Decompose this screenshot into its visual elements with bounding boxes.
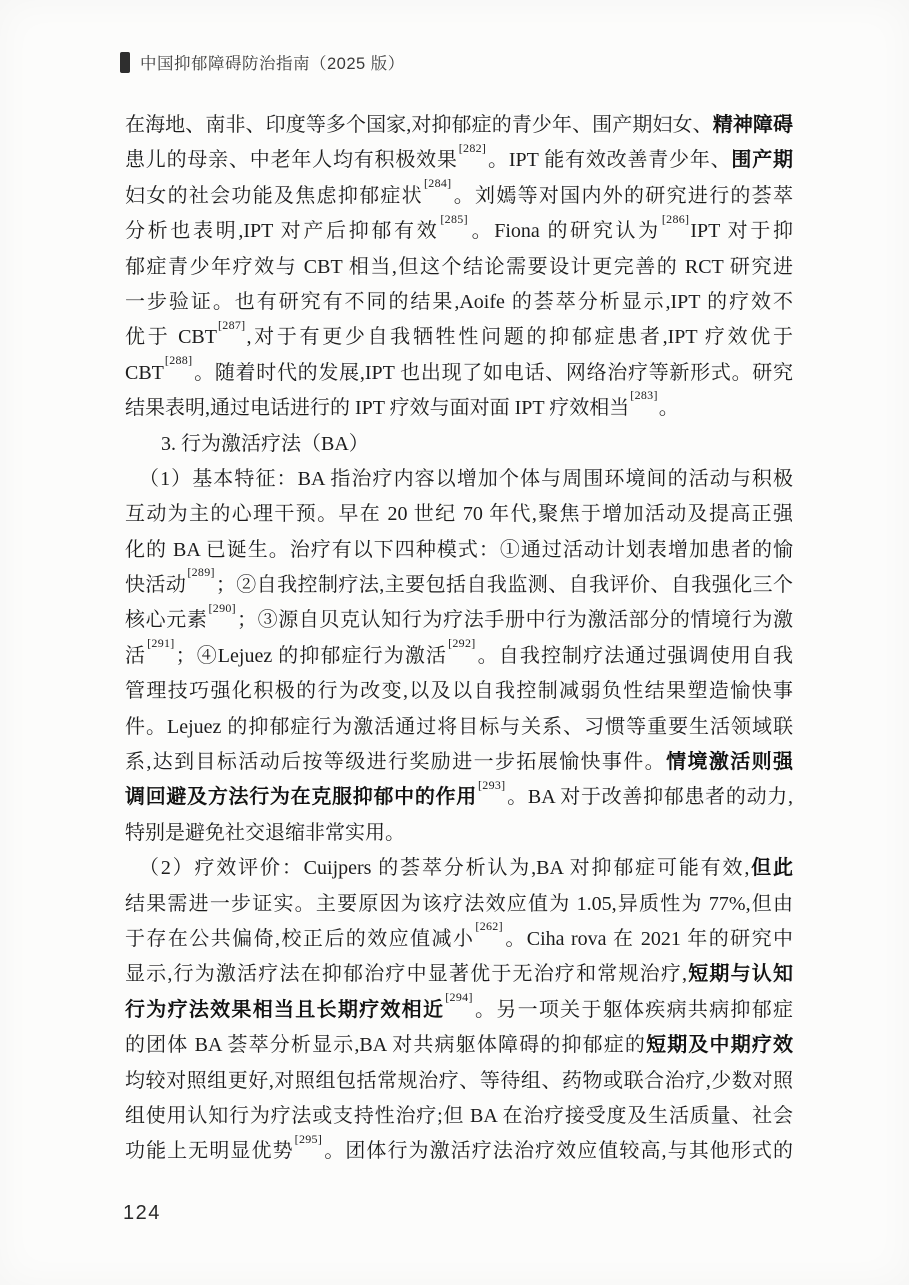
text-run: 优于 CBT xyxy=(125,326,217,349)
text-run: 系,达到目标活动后按等级进行奖励进一步拓展愉快事件。 xyxy=(125,751,667,774)
text-run: 情境激活则强 xyxy=(666,751,793,774)
reference-superscript: [293] xyxy=(477,780,506,792)
text-run: 。另一项关于躯体疾病共病抑郁症 xyxy=(473,998,793,1021)
text-run: 行为疗法效果相当且长期疗效相近 xyxy=(125,998,445,1021)
text-run: 件。Lejuez 的抑郁症行为激活通过将目标与关系、习惯等重要生活领域联 xyxy=(125,715,793,738)
text-line xyxy=(125,214,793,249)
text-run: 。BA 对于改善抑郁患者的动力, xyxy=(506,786,793,809)
text-run: 。 xyxy=(658,397,679,420)
text-line xyxy=(125,179,793,214)
text-line xyxy=(125,710,793,745)
text-run: 的团体 BA 荟萃分析显示,BA 对共病躯体障碍的抑郁症的 xyxy=(125,1034,647,1057)
text-run: 短期与认知 xyxy=(687,963,793,986)
text-run: CBT xyxy=(125,361,164,384)
text-run: 一步验证。也有研究有不同的结果,Aoife 的荟萃分析显示,IPT 的疗效不 xyxy=(125,290,793,313)
text-run: 在海地、南非、印度等多个国家,对抑郁症的青少年、围产期妇女、 xyxy=(125,114,713,136)
text-line xyxy=(125,993,793,1028)
text-run: 化的 BA 已诞生。治疗有以下四种模式：①通过活动计划表增加患者的愉 xyxy=(125,538,793,561)
text-run: 3. 行为激活疗法（BA） xyxy=(161,432,369,455)
reference-superscript: [285] xyxy=(440,214,468,226)
text-run: 。随着时代的发展,IPT 也出现了如电话、网络治疗等新形式。研究 xyxy=(193,361,793,384)
text-run: 郁症青少年疗效与 CBT 相当,但这个结论需要设计更完善的 RCT 研究进 xyxy=(125,255,793,278)
reference-superscript: [289] xyxy=(187,568,215,580)
text-run: 于存在公共偏倚,校正后的效应值减小 xyxy=(125,927,475,950)
text-line xyxy=(125,1134,793,1169)
text-run: IPT 对于抑 xyxy=(690,220,793,243)
text-run: 。刘嫣等对国内外的研究进行的荟萃 xyxy=(452,184,793,207)
text-run: 。团体行为激活疗法治疗效应值较高,与其他形式的 xyxy=(323,1140,793,1163)
reference-superscript: [287] xyxy=(217,320,246,332)
text-line xyxy=(125,143,793,178)
text-run: 。自我控制疗法通过强调使用自我 xyxy=(476,644,793,667)
text-line xyxy=(125,427,793,462)
text-run: 调回避及方法行为在克服抑郁中的作用 xyxy=(125,786,477,809)
text-run: 组使用认知行为疗法或支持性治疗;但 BA 在治疗接受度及生活质量、社会 xyxy=(125,1104,793,1127)
text-line xyxy=(125,391,793,426)
page-number: 124 xyxy=(123,1202,161,1224)
reference-superscript: [286] xyxy=(661,214,690,226)
text-line xyxy=(125,887,793,922)
text-line xyxy=(125,957,793,992)
running-header xyxy=(120,50,405,74)
reference-superscript: [292] xyxy=(448,638,476,651)
text-line xyxy=(125,320,793,355)
text-run: 显示,行为激活疗法在抑郁治疗中显著优于无治疗和常规治疗, xyxy=(125,963,688,986)
reference-superscript: [294] xyxy=(445,992,473,1005)
text-line xyxy=(125,816,793,851)
text-run: 快活动 xyxy=(125,574,187,597)
text-line xyxy=(125,1028,793,1063)
text-line xyxy=(125,745,793,780)
reference-superscript: [283] xyxy=(630,391,658,403)
text-line xyxy=(125,674,793,709)
text-run: ,对于有更少自我牺牲性问题的抑郁症患者,IPT 疗效优于 xyxy=(246,326,793,349)
text-run: 结果需进一步证实。主要原因为该疗法效应值为 1.05,异质性为 77%,但由 xyxy=(125,892,793,915)
text-run: 。Ciha rova 在 2021 年的研究中 xyxy=(503,927,793,950)
text-line xyxy=(125,285,793,320)
text-run: 短期及中期疗效 xyxy=(646,1034,793,1057)
text-run: 妇女的社会功能及焦虑抑郁症状 xyxy=(125,184,423,207)
reference-superscript: [291] xyxy=(147,638,175,651)
text-run: （2）疗效评价：Cuijpers 的荟萃分析认为,BA 对抑郁症可能有效, xyxy=(139,857,750,880)
text-run: 。Fiona 的研究认为 xyxy=(468,220,661,243)
text-line xyxy=(125,108,793,143)
text-run: ；④Lejuez 的抑郁症行为激活 xyxy=(175,644,448,667)
text-run: 功能上无明显优势 xyxy=(125,1140,294,1163)
text-line xyxy=(125,356,793,391)
text-line xyxy=(125,922,793,957)
reference-superscript: [262] xyxy=(475,921,503,934)
reference-superscript: [295] xyxy=(294,1134,323,1146)
text-line xyxy=(125,851,793,886)
text-run: 管理技巧强化积极的行为改变,以及以自我控制减弱负性结果塑造愉快事 xyxy=(125,680,793,703)
text-run: 均较对照组更好,对照组包括常规治疗、等待组、药物或联合治疗,少数对照 xyxy=(125,1069,793,1092)
reference-superscript: [282] xyxy=(458,143,487,155)
book-title: 中国抑郁障碍防治指南（2025 版） xyxy=(140,55,405,73)
text-run: （1）基本特征：BA 指治疗内容以增加个体与周围环境间的活动与积极 xyxy=(139,467,793,490)
text-line xyxy=(125,780,793,815)
text-line xyxy=(125,603,793,638)
body-text xyxy=(125,108,793,1170)
text-run: 核心元素 xyxy=(125,609,208,632)
text-run: 。IPT 能有效改善青少年、 xyxy=(487,149,732,172)
text-line xyxy=(125,533,793,568)
text-run: 分析也表明,IPT 对产后抑郁有效 xyxy=(125,220,440,243)
text-line xyxy=(125,250,793,285)
text-line xyxy=(125,1064,793,1099)
text-run: 结果表明,通过电话进行的 IPT 疗效与面对面 IPT 疗效相当 xyxy=(125,397,630,420)
chapter-marker-icon xyxy=(120,52,130,73)
text-run: ；②自我控制疗法,主要包括自我监测、自我评价、自我强化三个 xyxy=(215,574,793,597)
text-run: ；③源自贝克认知行为疗法手册中行为激活部分的情境行为激 xyxy=(236,609,793,632)
text-line xyxy=(125,1099,793,1134)
text-run: 特别是避免社交退缩非常实用。 xyxy=(125,821,405,844)
text-run: 互动为主的心理干预。早在 20 世纪 70 年代,聚焦于增加活动及提高正强 xyxy=(125,503,793,526)
reference-superscript: [288] xyxy=(164,355,193,368)
reference-superscript: [284] xyxy=(423,178,452,191)
text-run: 但此 xyxy=(749,857,793,880)
text-line xyxy=(125,639,793,674)
text-run: 患儿的母亲、中老年人均有积极效果 xyxy=(125,149,458,172)
text-line xyxy=(125,568,793,603)
text-line xyxy=(125,462,793,497)
text-run: 围产期 xyxy=(731,149,793,172)
reference-superscript: [290] xyxy=(208,603,236,615)
text-run: 精神障碍 xyxy=(712,114,793,136)
text-line xyxy=(125,497,793,532)
text-run: 活 xyxy=(125,644,147,667)
